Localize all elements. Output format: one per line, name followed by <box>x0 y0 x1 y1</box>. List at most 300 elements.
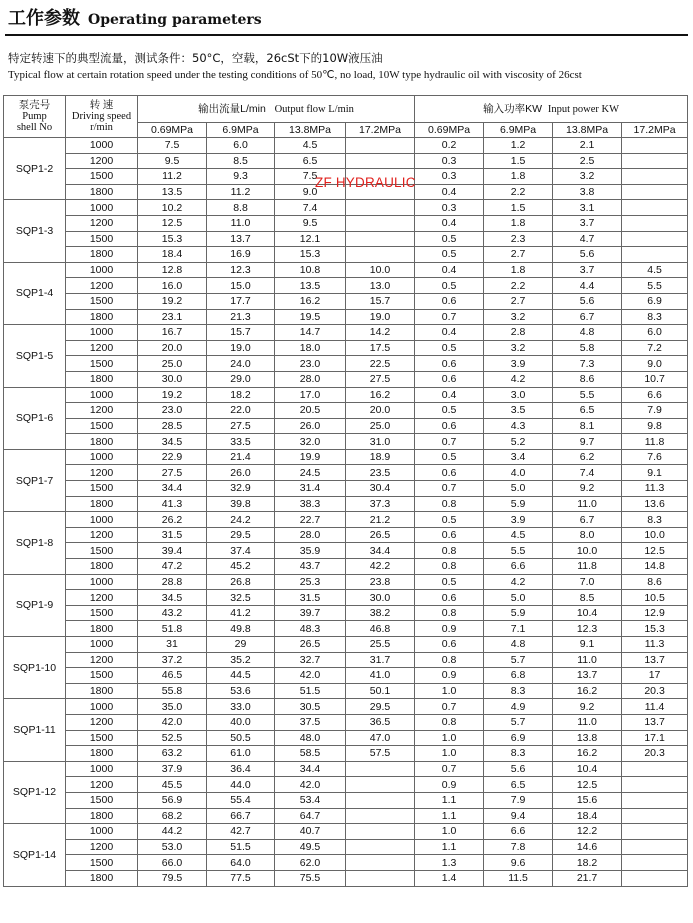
power-cell: 11.0 <box>553 496 622 512</box>
flow-cell: 16.9 <box>207 247 275 263</box>
flow-cell: 15.3 <box>275 247 346 263</box>
power-cell: 8.6 <box>553 371 622 387</box>
speed-cell: 1000 <box>66 574 138 590</box>
power-cell: 5.0 <box>484 590 553 606</box>
flow-cell: 26.8 <box>207 574 275 590</box>
power-cell: 5.6 <box>553 247 622 263</box>
power-cell: 1.0 <box>415 730 484 746</box>
speed-cell: 1500 <box>66 231 138 247</box>
power-cell: 9.0 <box>622 356 688 372</box>
power-cell: 14.6 <box>553 839 622 855</box>
flow-cell: 26.2 <box>138 512 207 528</box>
power-cell: 0.6 <box>415 590 484 606</box>
power-cell: 0.6 <box>415 465 484 481</box>
power-cell: 10.7 <box>622 371 688 387</box>
pressure-header: 13.8MPa <box>553 123 622 138</box>
flow-cell: 40.7 <box>275 824 346 840</box>
speed-cell: 1200 <box>66 153 138 169</box>
pressure-header: 17.2MPa <box>346 123 415 138</box>
flow-cell: 29.0 <box>207 371 275 387</box>
power-cell: 9.6 <box>484 855 553 871</box>
flow-cell: 6.5 <box>275 153 346 169</box>
flow-cell: 16.0 <box>138 278 207 294</box>
power-cell: 0.6 <box>415 418 484 434</box>
table-row <box>4 356 688 372</box>
flow-cell <box>346 200 415 216</box>
table-row <box>4 153 688 169</box>
flow-cell: 9.5 <box>275 215 346 231</box>
table-row <box>4 231 688 247</box>
flow-cell: 37.4 <box>207 543 275 559</box>
pump-model-cell: SQP1-4 <box>4 262 66 324</box>
power-cell: 1.8 <box>484 262 553 278</box>
speed-cell: 1200 <box>66 527 138 543</box>
power-cell: 0.7 <box>415 434 484 450</box>
header-pump-shell-en1: Pump <box>22 111 47 122</box>
table-row <box>4 637 688 653</box>
power-cell: 3.9 <box>484 512 553 528</box>
table-row <box>4 309 688 325</box>
power-cell <box>622 855 688 871</box>
table-row <box>4 325 688 341</box>
flow-cell: 46.8 <box>346 621 415 637</box>
power-cell: 0.6 <box>415 293 484 309</box>
power-cell: 0.5 <box>415 247 484 263</box>
power-cell: 0.7 <box>415 761 484 777</box>
table-row <box>4 714 688 730</box>
power-cell: 6.0 <box>622 325 688 341</box>
speed-cell: 1800 <box>66 247 138 263</box>
power-cell: 0.5 <box>415 403 484 419</box>
flow-cell: 30.4 <box>346 481 415 497</box>
table-row <box>4 371 688 387</box>
flow-cell: 15.7 <box>346 293 415 309</box>
power-cell: 2.3 <box>484 231 553 247</box>
pump-model-cell: SQP1-10 <box>4 637 66 699</box>
power-cell: 9.7 <box>553 434 622 450</box>
power-cell: 9.2 <box>553 481 622 497</box>
speed-cell: 1000 <box>66 325 138 341</box>
flow-cell: 44.0 <box>207 777 275 793</box>
pump-model-cell: SQP1-9 <box>4 574 66 636</box>
flow-cell: 6.0 <box>207 138 275 154</box>
flow-cell: 37.5 <box>275 714 346 730</box>
flow-cell: 10.8 <box>275 262 346 278</box>
power-cell: 2.7 <box>484 293 553 309</box>
operating-parameters-table <box>3 95 688 887</box>
header-rule <box>5 34 688 36</box>
power-cell: 10.4 <box>553 761 622 777</box>
flow-cell: 29.5 <box>346 699 415 715</box>
flow-cell: 31 <box>138 637 207 653</box>
power-cell: 6.6 <box>484 559 553 575</box>
flow-cell: 9.5 <box>138 153 207 169</box>
speed-cell: 1200 <box>66 278 138 294</box>
power-cell: 0.4 <box>415 325 484 341</box>
table-row <box>4 465 688 481</box>
flow-cell: 48.0 <box>275 730 346 746</box>
power-cell: 9.8 <box>622 418 688 434</box>
flow-cell: 34.5 <box>138 590 207 606</box>
power-cell: 3.5 <box>484 403 553 419</box>
flow-cell: 62.0 <box>275 855 346 871</box>
flow-cell: 53.6 <box>207 683 275 699</box>
flow-cell: 26.5 <box>275 637 346 653</box>
power-cell: 5.5 <box>553 387 622 403</box>
flow-cell: 46.5 <box>138 668 207 684</box>
power-cell: 4.5 <box>484 527 553 543</box>
pump-model-cell: SQP1-6 <box>4 387 66 449</box>
table-row <box>4 169 688 185</box>
flow-cell: 19.2 <box>138 293 207 309</box>
table-row <box>4 434 688 450</box>
flow-cell: 42.2 <box>346 559 415 575</box>
flow-cell: 28.8 <box>138 574 207 590</box>
table-row <box>4 340 688 356</box>
flow-cell: 43.2 <box>138 605 207 621</box>
flow-cell: 13.5 <box>275 278 346 294</box>
title-cn: 工作参数 <box>8 8 80 29</box>
pressure-header: 0.69MPa <box>415 123 484 138</box>
flow-cell: 49.8 <box>207 621 275 637</box>
flow-cell: 51.5 <box>207 839 275 855</box>
flow-cell: 55.4 <box>207 792 275 808</box>
power-cell: 0.6 <box>415 371 484 387</box>
pressure-header: 13.8MPa <box>275 123 346 138</box>
power-cell: 7.0 <box>553 574 622 590</box>
flow-cell: 9.0 <box>275 184 346 200</box>
flow-cell: 29.5 <box>207 527 275 543</box>
flow-cell: 36.5 <box>346 714 415 730</box>
speed-cell: 1200 <box>66 839 138 855</box>
flow-cell: 26.0 <box>275 418 346 434</box>
flow-cell: 37.3 <box>346 496 415 512</box>
speed-cell: 1000 <box>66 262 138 278</box>
flow-cell: 23.1 <box>138 309 207 325</box>
power-cell: 1.5 <box>484 200 553 216</box>
pump-model-cell: SQP1-3 <box>4 200 66 262</box>
flow-cell: 21.2 <box>346 512 415 528</box>
power-cell: 0.8 <box>415 714 484 730</box>
power-cell: 2.7 <box>484 247 553 263</box>
power-cell <box>622 808 688 824</box>
table-row <box>4 855 688 871</box>
flow-cell: 56.9 <box>138 792 207 808</box>
speed-cell: 1800 <box>66 309 138 325</box>
flow-cell: 35.0 <box>138 699 207 715</box>
power-cell: 11.5 <box>484 870 553 886</box>
flow-cell: 53.4 <box>275 792 346 808</box>
flow-cell: 34.5 <box>138 434 207 450</box>
power-cell: 0.8 <box>415 543 484 559</box>
flow-cell: 22.7 <box>275 512 346 528</box>
power-cell: 13.8 <box>553 730 622 746</box>
power-cell: 7.4 <box>553 465 622 481</box>
flow-cell: 19.2 <box>138 387 207 403</box>
power-cell <box>622 777 688 793</box>
flow-cell: 14.7 <box>275 325 346 341</box>
power-cell: 3.8 <box>553 184 622 200</box>
flow-cell: 17.5 <box>346 340 415 356</box>
table-row <box>4 559 688 575</box>
power-cell: 11.3 <box>622 481 688 497</box>
power-cell: 5.7 <box>484 652 553 668</box>
speed-cell: 1200 <box>66 215 138 231</box>
flow-cell: 35.9 <box>275 543 346 559</box>
power-cell: 17.1 <box>622 730 688 746</box>
power-cell: 12.5 <box>553 777 622 793</box>
power-cell: 10.4 <box>553 605 622 621</box>
header-output-flow <box>138 96 415 123</box>
power-cell: 6.2 <box>553 449 622 465</box>
flow-cell <box>346 824 415 840</box>
flow-cell: 18.0 <box>275 340 346 356</box>
flow-cell: 38.2 <box>346 605 415 621</box>
power-cell: 10.0 <box>553 543 622 559</box>
table-row <box>4 247 688 263</box>
power-cell <box>622 200 688 216</box>
flow-cell: 13.5 <box>138 184 207 200</box>
table-row <box>4 777 688 793</box>
flow-cell: 27.5 <box>346 371 415 387</box>
table-row <box>4 496 688 512</box>
power-cell: 4.8 <box>484 637 553 653</box>
flow-cell: 79.5 <box>138 870 207 886</box>
flow-cell: 22.5 <box>346 356 415 372</box>
speed-cell: 1800 <box>66 746 138 762</box>
speed-cell: 1000 <box>66 699 138 715</box>
table-body <box>4 138 688 887</box>
power-cell: 10.0 <box>622 527 688 543</box>
flow-cell: 30.0 <box>138 371 207 387</box>
flow-cell <box>346 777 415 793</box>
flow-cell: 13.7 <box>207 231 275 247</box>
table-row <box>4 481 688 497</box>
flow-cell: 47.2 <box>138 559 207 575</box>
flow-cell <box>346 839 415 855</box>
flow-cell: 66.0 <box>138 855 207 871</box>
power-cell: 12.3 <box>553 621 622 637</box>
pressure-header: 6.9MPa <box>207 123 275 138</box>
power-cell: 7.9 <box>622 403 688 419</box>
table-row <box>4 527 688 543</box>
flow-cell: 61.0 <box>207 746 275 762</box>
flow-cell: 4.5 <box>275 138 346 154</box>
speed-cell: 1800 <box>66 559 138 575</box>
power-cell: 6.9 <box>484 730 553 746</box>
speed-cell: 1000 <box>66 387 138 403</box>
power-cell: 2.8 <box>484 325 553 341</box>
flow-cell: 42.0 <box>275 668 346 684</box>
power-cell: 8.0 <box>553 527 622 543</box>
flow-cell: 15.3 <box>138 231 207 247</box>
flow-cell: 45.5 <box>138 777 207 793</box>
speed-cell: 1500 <box>66 855 138 871</box>
table-row <box>4 746 688 762</box>
flow-cell: 42.7 <box>207 824 275 840</box>
power-cell: 0.5 <box>415 574 484 590</box>
flow-cell: 44.5 <box>207 668 275 684</box>
power-cell: 0.7 <box>415 481 484 497</box>
flow-cell: 25.3 <box>275 574 346 590</box>
table-row <box>4 403 688 419</box>
speed-cell: 1800 <box>66 496 138 512</box>
flow-cell: 19.0 <box>346 309 415 325</box>
power-cell: 0.9 <box>415 777 484 793</box>
power-cell: 3.9 <box>484 356 553 372</box>
power-cell: 0.3 <box>415 200 484 216</box>
header-pump-shell <box>4 96 66 138</box>
flow-cell: 48.3 <box>275 621 346 637</box>
flow-cell: 35.2 <box>207 652 275 668</box>
power-cell: 10.5 <box>622 590 688 606</box>
flow-cell: 49.5 <box>275 839 346 855</box>
flow-cell <box>346 761 415 777</box>
flow-cell: 27.5 <box>207 418 275 434</box>
table-row <box>4 652 688 668</box>
power-cell <box>622 839 688 855</box>
pump-model-cell: SQP1-11 <box>4 699 66 761</box>
power-cell: 0.8 <box>415 496 484 512</box>
flow-cell: 28.5 <box>138 418 207 434</box>
speed-cell: 1000 <box>66 138 138 154</box>
flow-cell: 42.0 <box>138 714 207 730</box>
table-row <box>4 761 688 777</box>
power-cell: 7.8 <box>484 839 553 855</box>
power-cell: 6.6 <box>484 824 553 840</box>
table-row <box>4 387 688 403</box>
flow-cell: 19.0 <box>207 340 275 356</box>
speed-cell: 1500 <box>66 792 138 808</box>
power-cell: 0.8 <box>415 559 484 575</box>
power-cell: 6.5 <box>484 777 553 793</box>
power-cell: 8.5 <box>553 590 622 606</box>
power-cell: 0.7 <box>415 699 484 715</box>
table-row <box>4 668 688 684</box>
power-cell: 3.4 <box>484 449 553 465</box>
watermark-text: ZF HYDRAULIC <box>315 175 416 190</box>
power-cell: 3.2 <box>484 309 553 325</box>
flow-cell: 23.5 <box>346 465 415 481</box>
power-cell: 1.1 <box>415 808 484 824</box>
table-row <box>4 200 688 216</box>
pressure-header: 17.2MPa <box>622 123 688 138</box>
power-cell: 9.1 <box>553 637 622 653</box>
flow-cell: 64.7 <box>275 808 346 824</box>
table-row <box>4 699 688 715</box>
power-cell: 7.2 <box>622 340 688 356</box>
flow-cell <box>346 138 415 154</box>
flow-cell: 57.5 <box>346 746 415 762</box>
flow-cell: 18.2 <box>207 387 275 403</box>
flow-cell <box>346 153 415 169</box>
flow-cell: 55.8 <box>138 683 207 699</box>
power-cell: 1.5 <box>484 153 553 169</box>
flow-cell: 12.1 <box>275 231 346 247</box>
power-cell: 1.8 <box>484 169 553 185</box>
flow-cell <box>346 184 415 200</box>
table-row <box>4 293 688 309</box>
power-cell: 7.9 <box>484 792 553 808</box>
table-row <box>4 278 688 294</box>
flow-cell: 34.4 <box>138 481 207 497</box>
flow-cell: 27.5 <box>138 465 207 481</box>
table-row <box>4 418 688 434</box>
power-cell: 0.5 <box>415 340 484 356</box>
power-cell: 11.0 <box>553 714 622 730</box>
flow-cell: 53.0 <box>138 839 207 855</box>
flow-cell: 19.9 <box>275 449 346 465</box>
table-row <box>4 792 688 808</box>
table-row <box>4 512 688 528</box>
speed-cell: 1000 <box>66 449 138 465</box>
speed-cell: 1200 <box>66 340 138 356</box>
power-cell: 8.3 <box>622 309 688 325</box>
flow-cell <box>346 870 415 886</box>
power-cell: 13.7 <box>622 652 688 668</box>
flow-cell: 23.0 <box>138 403 207 419</box>
flow-cell: 39.7 <box>275 605 346 621</box>
power-cell: 1.4 <box>415 870 484 886</box>
speed-cell: 1500 <box>66 356 138 372</box>
flow-cell: 22.9 <box>138 449 207 465</box>
power-cell: 17 <box>622 668 688 684</box>
speed-cell: 1000 <box>66 824 138 840</box>
header-speed-en2: r/min <box>90 122 113 133</box>
flow-cell: 50.1 <box>346 683 415 699</box>
flow-cell: 58.5 <box>275 746 346 762</box>
table-row <box>4 262 688 278</box>
table-row <box>4 590 688 606</box>
power-cell: 8.3 <box>484 683 553 699</box>
flow-cell: 51.5 <box>275 683 346 699</box>
flow-cell: 30.5 <box>275 699 346 715</box>
power-cell: 0.4 <box>415 387 484 403</box>
flow-cell: 23.0 <box>275 356 346 372</box>
speed-cell: 1500 <box>66 418 138 434</box>
power-cell: 1.3 <box>415 855 484 871</box>
flow-cell: 40.0 <box>207 714 275 730</box>
flow-cell: 41.3 <box>138 496 207 512</box>
flow-cell: 20.0 <box>138 340 207 356</box>
power-cell: 1.0 <box>415 824 484 840</box>
power-cell: 6.9 <box>622 293 688 309</box>
header-speed-en1: Driving speed <box>71 111 132 122</box>
table-row <box>4 574 688 590</box>
power-cell: 13.7 <box>553 668 622 684</box>
flow-cell: 43.7 <box>275 559 346 575</box>
power-cell: 5.9 <box>484 496 553 512</box>
power-cell: 7.3 <box>553 356 622 372</box>
header-speed-cn: 转 速 <box>89 100 114 111</box>
flow-cell: 41.2 <box>207 605 275 621</box>
flow-cell: 11.0 <box>207 215 275 231</box>
power-cell: 3.2 <box>484 340 553 356</box>
power-cell: 4.5 <box>622 262 688 278</box>
page-header <box>8 4 688 34</box>
power-cell: 0.8 <box>415 605 484 621</box>
flow-cell: 37.9 <box>138 761 207 777</box>
power-cell: 8.6 <box>622 574 688 590</box>
power-cell <box>622 761 688 777</box>
flow-cell: 12.8 <box>138 262 207 278</box>
power-cell: 0.6 <box>415 527 484 543</box>
power-cell: 6.7 <box>553 512 622 528</box>
header-input-power-en: Input power KW <box>547 103 620 115</box>
power-cell <box>622 169 688 185</box>
pump-model-cell: SQP1-7 <box>4 449 66 511</box>
flow-cell: 64.0 <box>207 855 275 871</box>
